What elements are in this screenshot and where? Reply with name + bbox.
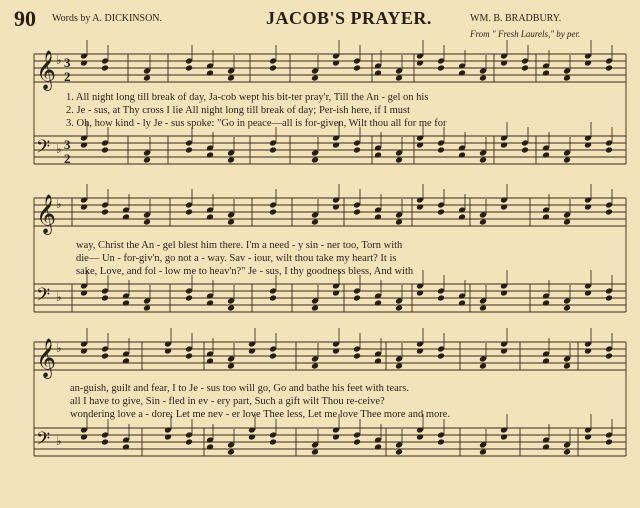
- page-number: 90: [14, 6, 36, 31]
- treble-clef: 𝄞: [36, 194, 57, 234]
- note-head: [479, 219, 487, 226]
- note-head: [437, 147, 445, 154]
- system2-verse1-lyrics: way, Christ the An - gel blest him there. I'm a need - y sin - ner too, Torn with: [76, 240, 403, 251]
- note-head: [437, 209, 445, 216]
- note-head: [395, 75, 403, 82]
- time-signature: 2: [64, 69, 71, 84]
- note-head: [227, 449, 235, 456]
- note-head: [311, 75, 319, 82]
- note-head: [395, 157, 403, 164]
- system3-verse1-lyrics: an-guish, guilt and fear, I to Je - sus too will go, Go and bathe his feet with tears.: [70, 383, 410, 394]
- treble-clef: 𝄞: [36, 338, 57, 378]
- note-head: [227, 219, 235, 226]
- note-head: [605, 209, 613, 216]
- note-head: [311, 449, 319, 456]
- flat-sign: ♭: [56, 142, 62, 156]
- note-head: [143, 305, 151, 312]
- flat-sign: ♭: [56, 434, 62, 448]
- note-head: [311, 363, 319, 370]
- note-head: [185, 295, 193, 302]
- bass-clef: 𝄢: [36, 137, 51, 162]
- hymn-title: JACOB'S PRAYER.: [266, 8, 432, 28]
- flat-sign: ♭: [56, 53, 62, 67]
- system3-verse3-lyrics: wondering love a - dore; Let me nev - er love Thee less, Let me love Thee more and more.: [70, 409, 451, 420]
- note-head: [353, 439, 361, 446]
- note-head: [563, 75, 571, 82]
- note-head: [185, 209, 193, 216]
- time-signature: 3: [64, 55, 71, 70]
- note-head: [605, 295, 613, 302]
- note-head: [395, 363, 403, 370]
- system2-verse3-lyrics: sake, Love, and fol - low me to heav'n?" Je - sus, I thy goodness bless, And with: [76, 266, 414, 277]
- note-head: [605, 353, 613, 360]
- note-head: [269, 295, 277, 302]
- note-head: [227, 363, 235, 370]
- note-head: [311, 157, 319, 164]
- note-head: [185, 439, 193, 446]
- bass-clef: 𝄢: [36, 429, 51, 454]
- note-head: [185, 65, 193, 72]
- note-head: [437, 65, 445, 72]
- note-head: [479, 157, 487, 164]
- note-head: [395, 305, 403, 312]
- note-head: [353, 295, 361, 302]
- composer-credit: WM. B. BRADBURY.: [470, 13, 562, 24]
- note-head: [437, 353, 445, 360]
- system1-verse1-lyrics: 1. All night long till break of day, Ja-cob wept his bit-ter pray'r, Till the An - gel on his: [66, 92, 429, 103]
- note-head: [311, 305, 319, 312]
- treble-clef: 𝄞: [36, 50, 57, 90]
- note-head: [353, 65, 361, 72]
- note-head: [227, 75, 235, 82]
- note-head: [269, 439, 277, 446]
- note-head: [605, 65, 613, 72]
- note-head: [605, 439, 613, 446]
- note-head: [311, 219, 319, 226]
- note-head: [563, 363, 571, 370]
- system1-verse3-lyrics: 3. Oh, how kind - ly Je - sus spoke: "Go in peace—all is for-given, Wilt thou all for me for: [66, 118, 447, 129]
- note-head: [101, 147, 109, 154]
- flat-sign: ♭: [56, 341, 62, 355]
- note-head: [269, 209, 277, 216]
- time-signature: 3: [64, 137, 71, 152]
- note-head: [479, 363, 487, 370]
- note-head: [563, 305, 571, 312]
- time-signature: 2: [64, 151, 71, 166]
- note-head: [395, 219, 403, 226]
- note-head: [227, 305, 235, 312]
- note-head: [269, 65, 277, 72]
- note-head: [353, 209, 361, 216]
- note-head: [563, 219, 571, 226]
- note-head: [227, 157, 235, 164]
- system1-verse2-lyrics: 2. Je - sus, at Thy cross I lie All night long till break of day; Per-ish here, if I must: [66, 105, 410, 116]
- note-head: [101, 65, 109, 72]
- note-head: [353, 353, 361, 360]
- system3-verse2-lyrics: all I have to give, Sin - fled in ev - ery part, Such a gift wilt Thou re-ceive?: [70, 396, 385, 407]
- note-head: [479, 305, 487, 312]
- note-head: [563, 449, 571, 456]
- note-head: [143, 219, 151, 226]
- system2-verse2-lyrics: die— Un - for-giv'n, go not a - way. Sav - iour, wilt thou take my heart? It is: [76, 253, 397, 264]
- note-head: [437, 439, 445, 446]
- note-head: [185, 353, 193, 360]
- note-head: [395, 449, 403, 456]
- lyricist-credit: Words by A. DICKINSON.: [52, 13, 163, 24]
- note-head: [269, 147, 277, 154]
- flat-sign: ♭: [56, 197, 62, 211]
- note-head: [479, 449, 487, 456]
- note-head: [605, 147, 613, 154]
- bass-clef: 𝄢: [36, 285, 51, 310]
- note-head: [101, 353, 109, 360]
- note-head: [101, 439, 109, 446]
- note-head: [563, 157, 571, 164]
- note-head: [479, 75, 487, 82]
- note-head: [437, 295, 445, 302]
- note-head: [101, 209, 109, 216]
- note-head: [143, 75, 151, 82]
- flat-sign: ♭: [56, 290, 62, 304]
- note-head: [185, 147, 193, 154]
- note-head: [521, 65, 529, 72]
- note-head: [521, 147, 529, 154]
- note-head: [143, 157, 151, 164]
- note-head: [353, 147, 361, 154]
- note-head: [269, 353, 277, 360]
- note-head: [101, 295, 109, 302]
- source-credit: From " Fresh Laurels," by per.: [470, 29, 581, 39]
